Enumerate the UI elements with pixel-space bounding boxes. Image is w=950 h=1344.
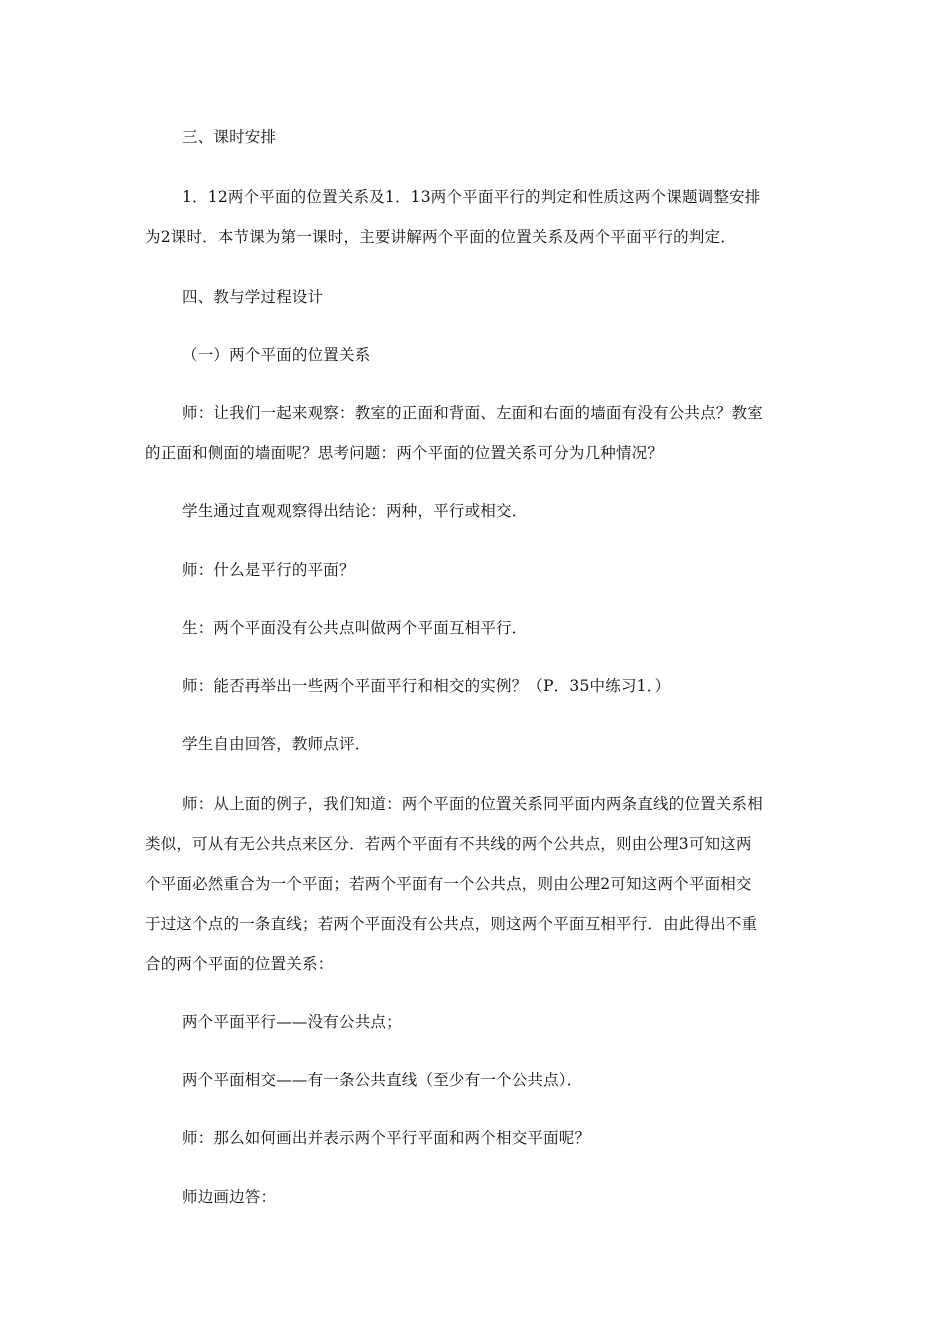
paragraph-line: 学生通过直观观察得出结论：两种，平行或相交．	[182, 502, 528, 520]
paragraph-line: 为2课时．本节课为第一课时，主要讲解两个平面的位置关系及两个平面平行的判定．	[145, 228, 736, 246]
paragraph-line: 师边画边答：	[182, 1188, 277, 1206]
paragraph-line: 合的两个平面的位置关系：	[145, 955, 334, 973]
paragraph-line: 1．12两个平面的位置关系及1．13两个平面平行的判定和性质这两个课题调整安排	[182, 188, 761, 206]
paragraph-line: 师：那么如何画出并表示两个平行平面和两个相交平面呢？	[182, 1129, 591, 1147]
section-heading-schedule: 三、课时安排	[182, 128, 277, 146]
paragraph-line: 生：两个平面没有公共点叫做两个平面互相平行．	[182, 619, 528, 637]
paragraph-line: 师：什么是平行的平面？	[182, 561, 355, 579]
paragraph-line: 的正面和侧面的墙面呢？思考问题：两个平面的位置关系可分为几种情况？	[145, 444, 664, 462]
paragraph-line: 师：让我们一起来观察：教室的正面和背面、左面和右面的墙面有没有公共点？教室	[182, 404, 763, 422]
paragraph-line: 个平面必然重合为一个平面；若两个平面有一个公共点，则由公理2可知这两个平面相交	[145, 875, 752, 893]
paragraph-line: 两个平面平行——没有公共点；	[182, 1013, 402, 1031]
paragraph-line: 于过这个点的一条直线；若两个平面没有公共点，则这两个平面互相平行．由此得出不重	[145, 915, 758, 933]
paragraph-line: 类似，可从有无公共点来区分．若两个平面有不共线的两个公共点，则由公理3可知这两	[145, 835, 752, 853]
paragraph-line: 师：从上面的例子，我们知道：两个平面的位置关系同平面内两条直线的位置关系相	[182, 795, 763, 813]
section-heading-process: 四、教与学过程设计	[182, 288, 324, 306]
paragraph-line: 学生自由回答，教师点评．	[182, 735, 371, 753]
paragraph-line: 师：能否再举出一些两个平面平行和相交的实例？（P．35中练习1．）	[182, 677, 671, 695]
paragraph-line: 两个平面相交——有一条公共直线（至少有一个公共点）．	[182, 1071, 583, 1089]
subsection-heading: （一）两个平面的位置关系	[182, 346, 371, 364]
